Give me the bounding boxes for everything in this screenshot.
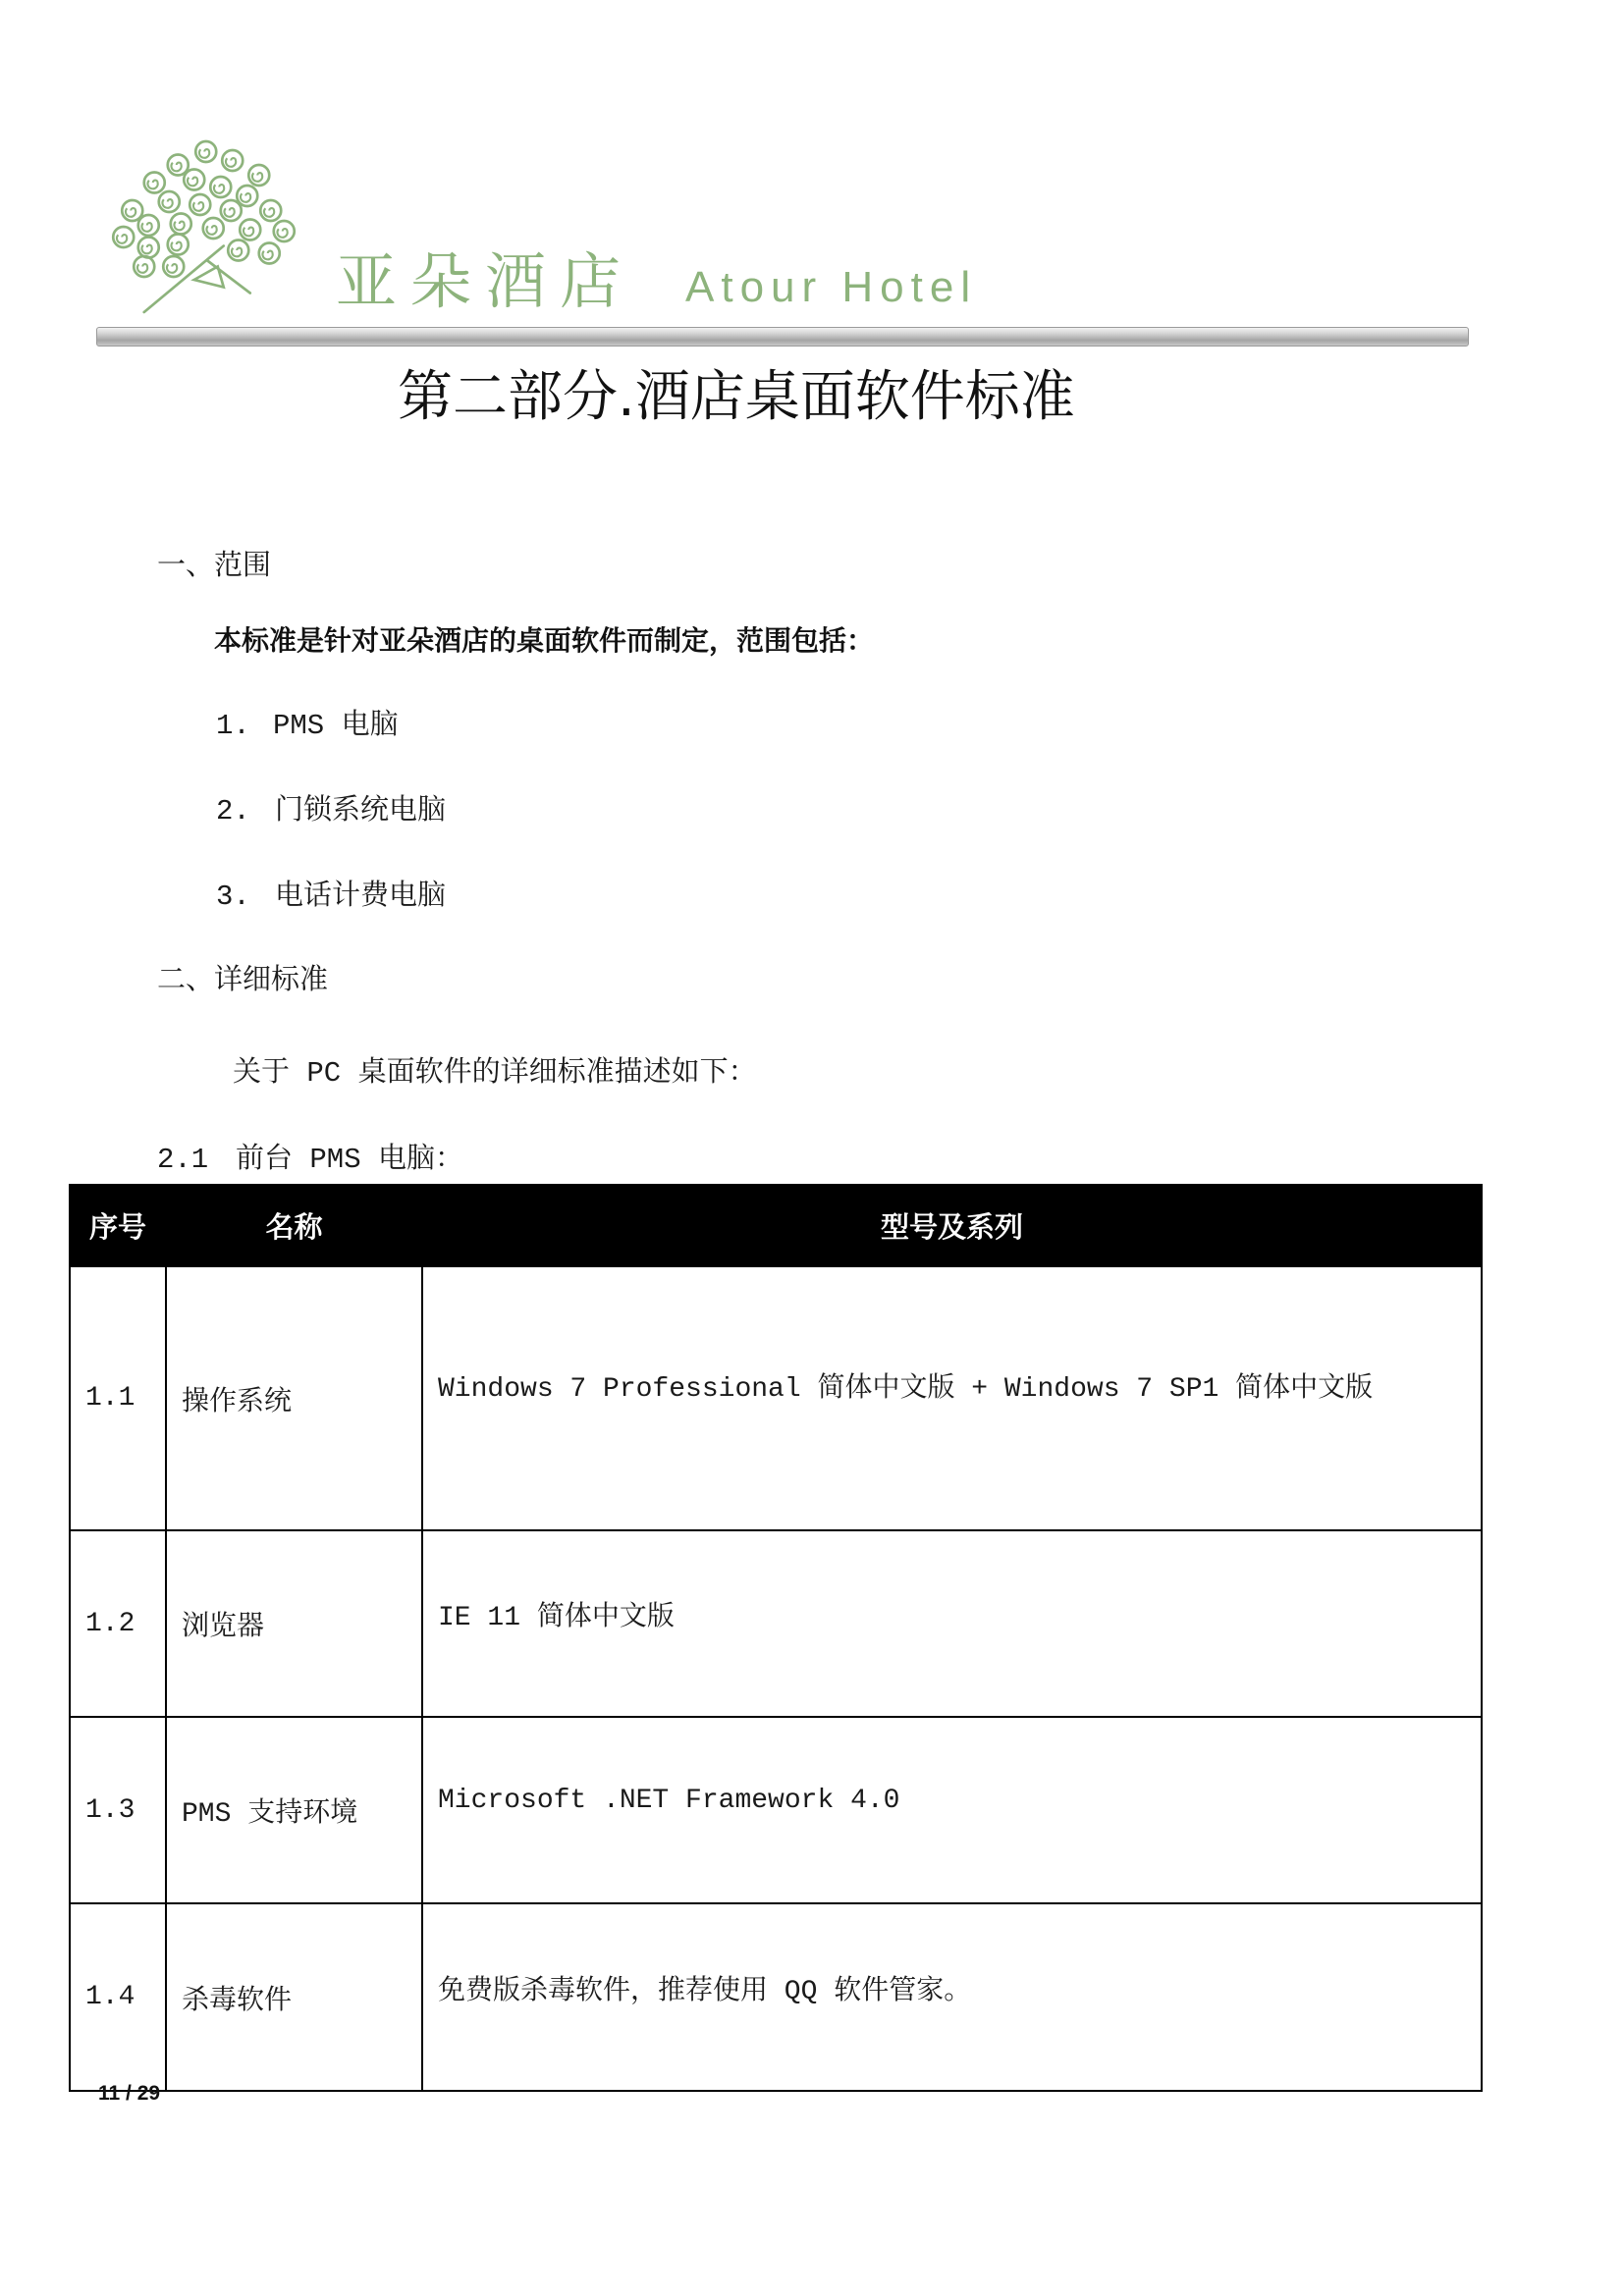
scope-item-number: 1.	[216, 710, 250, 742]
row-name: 操作系统	[166, 1266, 422, 1530]
logo-tree-icon	[95, 133, 309, 324]
subsection-number: 2.1	[157, 1144, 209, 1176]
logo-spirals	[113, 141, 295, 277]
table-row	[70, 1717, 1482, 1903]
logo-english-name: Atour Hotel	[685, 263, 978, 311]
section-heading-detail: 二、详细标准	[157, 965, 329, 997]
scope-item-text: 门锁系统电脑	[275, 795, 447, 828]
row-spec: IE 11 简体中文版	[422, 1530, 1482, 1717]
scope-intro: 本标准是针对亚朵酒店的桌面软件而制定，范围包括：	[214, 624, 875, 657]
column-header-spec: 型号及系列	[422, 1185, 1482, 1266]
table-row	[70, 1903, 1482, 2091]
table-header-row	[70, 1185, 1482, 1266]
column-header-index: 序号	[70, 1185, 166, 1266]
scope-item	[216, 712, 399, 741]
scope-item-number: 3.	[216, 881, 250, 913]
scope-item-number: 2.	[216, 795, 250, 828]
detail-intro: 关于 PC 桌面软件的详细标准描述如下：	[233, 1057, 757, 1090]
table-row	[70, 1530, 1482, 1717]
row-index: 1.3	[70, 1717, 166, 1903]
header-divider	[96, 327, 1469, 347]
column-header-name: 名称	[166, 1185, 422, 1266]
row-index: 1.1	[70, 1266, 166, 1530]
scope-item	[216, 797, 446, 827]
row-spec: 免费版杀毒软件，推荐使用 QQ 软件管家。	[422, 1903, 1482, 2091]
row-name: PMS 支持环境	[166, 1717, 422, 1903]
scope-item	[216, 882, 446, 912]
subsection-heading	[157, 1146, 463, 1175]
row-name: 浏览器	[166, 1530, 422, 1717]
row-spec: Microsoft .NET Framework 4.0	[422, 1717, 1482, 1903]
page-number: 11 / 29	[98, 2082, 161, 2105]
row-name: 杀毒软件	[166, 1903, 422, 2091]
row-index: 1.4	[70, 1903, 166, 2091]
scope-item-text: 电话计费电脑	[275, 881, 447, 913]
row-spec: Windows 7 Professional 简体中文版 + Windows 7 SP1 简体中文版	[422, 1266, 1482, 1530]
scope-item-text: PMS 电脑	[273, 710, 399, 742]
table-row	[70, 1266, 1482, 1530]
logo-chinese-name: 亚朵酒店	[336, 245, 635, 317]
page-title: 第二部分.酒店桌面软件标准	[398, 365, 1075, 429]
spec-table	[69, 1184, 1483, 2092]
subsection-title: 前台 PMS 电脑：	[236, 1144, 464, 1176]
row-index: 1.2	[70, 1530, 166, 1717]
section-heading-scope: 一、范围	[157, 551, 272, 583]
